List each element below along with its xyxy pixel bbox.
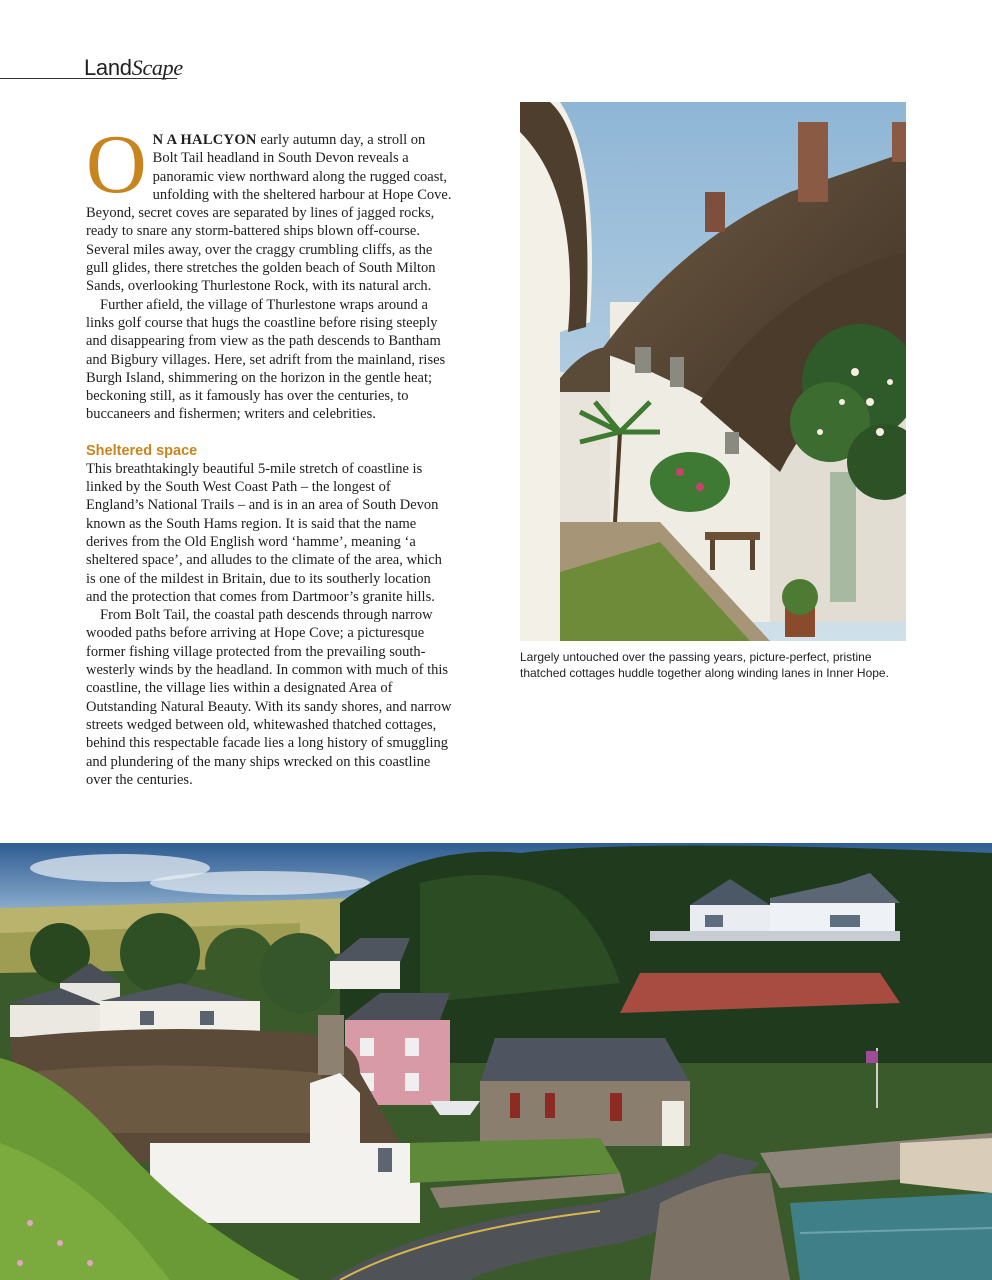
section-masthead: [84, 55, 183, 81]
paragraph-intro-text: early autumn day, a stroll on Bolt Tail headland in South Devon reveals a panoramic view northward along the rugged coast, unfolding with the sheltered harbour at Hope Cove. Beyond, secret coves are separated by lines of jagged rocks, ready to snare any storm-battered ships blown off-course. Several miles away, over the craggy crumbling cliffs, as the gull glides, there stretches the golden beach of South Milton Sands, overlooking Thurlestone Rock, with its natural arch.: [86, 132, 452, 295]
paragraph-hope-cove: From Bolt Tail, the coastal path descends through narrow wooded paths before arriving at Hope Cove; a picturesque former fishing village protected from the prevailing south-westerly winds by the headland. In common with much of this coastline, the village lies within a designated Area of Outstanding Natural Beauty. With its sandy shores, and narrow streets wedged between old, whitewashed thatched cottages, behind this respectable facade lies a long history of smuggling and plundering of the many ships wrecked on this coastline over the centuries.: [86, 607, 452, 788]
masthead-word-scape: Scape: [131, 55, 183, 80]
photo-caption: Largely untouched over the passing years, picture-perfect, pristine thatched cottages huddle together along winding lanes in Inner Hope.: [520, 650, 889, 680]
paragraph-thurlestone: Further afield, the village of Thurlestone wraps around a links golf course that hugs the coastline before rising steeply and disappearing from view as the path descends to Bantham and Bigbury villages. Here, set adrift from the mainland, rises Burgh Island, shimmering on the horizon in the gentle heat; beckoning still, as it famously has over the centuries, to buccaneers and fishermen; writers and celebrities.: [86, 296, 446, 423]
subheading-sheltered-space: Sheltered space: [86, 442, 198, 459]
photo-thatched-cottages: [520, 102, 906, 641]
paragraph-south-hams: This breathtakingly beautiful 5-mile stretch of coastline is linked by the South West Coast Path – the longest of England’s National Trails – and is in an area of South Devon known as the South Hams region. It is said that the name derives from the Old English word ‘hamme’, meaning ‘a sheltered space’, and alludes to the climate of the area, which is one of the mildest in Britain, due to its southerly location and the protection that comes from Dartmoor’s granite hills.: [86, 460, 442, 605]
drop-cap: O: [86, 118, 147, 211]
paragraph-intro: [86, 118, 452, 296]
photo-hope-cove-harbour: [0, 843, 992, 1280]
article-body: [86, 118, 452, 789]
masthead-word-land: Land: [84, 55, 132, 80]
lead-in: N A HALCYON: [152, 132, 257, 148]
